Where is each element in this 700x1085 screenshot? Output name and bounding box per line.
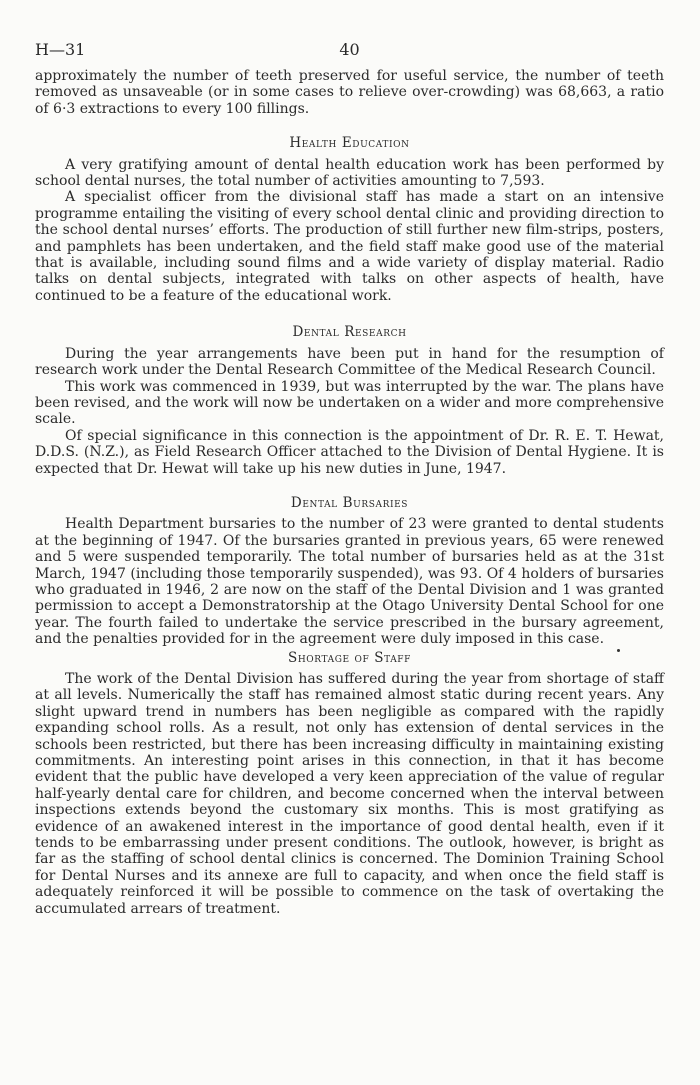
section-heading-shortage-of-staff: Shortage of Staff	[287, 649, 412, 666]
paragraph: The work of the Dental Division has suffered during the year from shortage of staff at all levels. Numerically the staff has remained almost static during recent years. Any slight upward trend in numbers has been negligible as compared with the rapidly expanding school rolls. As a result, not only has extension of dental services in the schools been restricted, but there has been increasing difficulty in maintaining existing commitments. An interesting point arises in this connection, in that it has become evident that the public have developed a very keen appreciation of the value of regular half-yearly dental care for children, and become concerned when the interval between inspections extends beyond the customary six months. This is most gratifying as evidence of an awakened interest in the importance of good dental health, even if it tends to be embarrassing under present conditions. The outlook, however, is bright as far as the staffing of school dental clinics is concerned. The Dominion Training School for Dental Nurses and its annexe are full to capacity, and when once the field staff is adequately reinforced it will be possible to commence on the task of overtaking the accumulated arrears of treatment.	[35, 671, 664, 917]
paragraph: Health Department bursaries to the number of 23 were granted to dental students at the beginning of 1947. Of the bursaries granted in previous years, 65 were renewed and 5 were suspended temporarily. The total number of bursaries held as at the 31st March, 1947 (including those temporarily suspended), was 93. Of 4 holders of bursaries who graduated in 1946, 2 are now on the staff of the Dental Division and 1 was granted permission to accept a Demonstratorship at the Otago University Dental School for one year. The fourth failed to undertake the service prescribed in the bursary agreement, and the penalties provided for in the agreement were duly imposed in this case.	[35, 516, 664, 648]
section-heading-dental-research: Dental Research	[292, 324, 407, 341]
continuation-paragraph: approximately the number of teeth preserved for useful service, the number of teeth removed as unsaveable (or in some cases to relieve over-crowding) was 68,663, a ratio of 6·3 extractions to every 100 fillings.	[35, 68, 664, 117]
paragraph: A very gratifying amount of dental health education work has been performed by school dental nurses, the total number of activities amounting to 7,593.	[35, 156, 664, 190]
paragraph: During the year arrangements have been put in hand for the resumption of research work under the Dental Research Committee of the Medical Research Council.	[35, 345, 664, 379]
page-number: 40	[339, 40, 360, 59]
page-header	[35, 40, 664, 68]
ink-speck	[617, 649, 620, 652]
document-page	[35, 40, 664, 917]
section-heading-health-education: Health Education	[289, 135, 410, 152]
paragraph: A specialist officer from the divisional staff has made a start on an intensive programme entailing the visiting of every school dental clinic and providing direction to the school dental nurses’ efforts. The production of still further new film-strips, posters, and pamphlets has been undertaken, and the field staff make good use of the material that is available, including sound films and a wide variety of display material. Radio talks on dental subjects, integrated with talks on other aspects of health, have continued to be a feature of the educational work.	[35, 189, 664, 304]
section-heading-dental-bursaries: Dental Bursaries	[290, 494, 409, 511]
report-reference: H—31	[35, 40, 86, 59]
paragraph: This work was commenced in 1939, but was interrupted by the war. The plans have been revised, and the work will now be undertaken on a wider and more comprehensive scale.	[35, 378, 664, 428]
paragraph: Of special significance in this connection is the appointment of Dr. R. E. T. Hewat, D.D.S. (N.Z.), as Field Research Officer attached to the Division of Dental Hygiene. It is expected that Dr. Hewat will take up his new duties in June, 1947.	[35, 427, 664, 477]
document-body	[35, 68, 664, 917]
